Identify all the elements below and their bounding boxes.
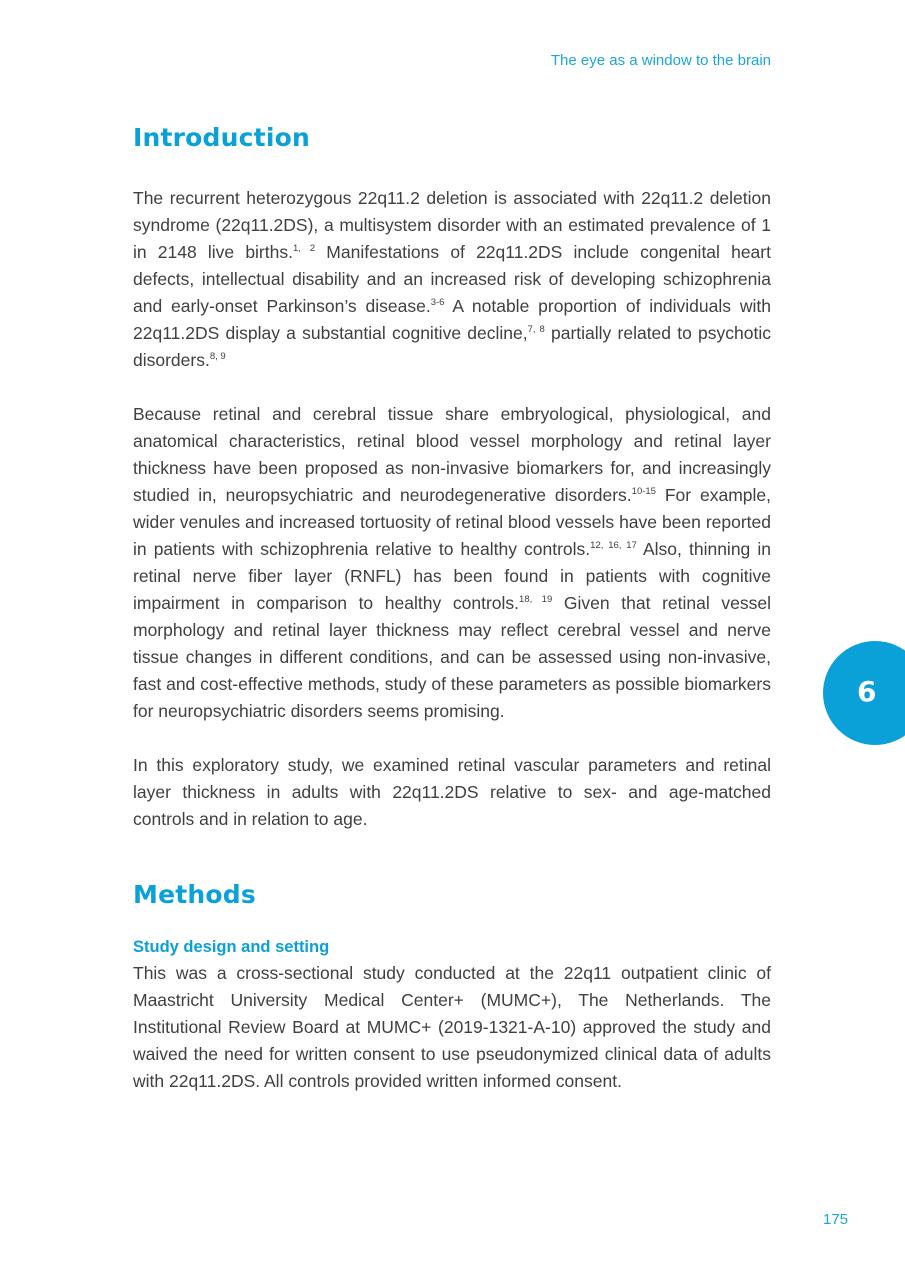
page-body — [133, 123, 771, 1095]
citation: 12, 16, 17 — [590, 540, 637, 551]
section-heading-methods: Methods — [133, 880, 256, 909]
text-run: A notable proportion of individuals with 22q11.2DS display a substantial cognitive decline, — [133, 296, 771, 343]
citation: 18, 19 — [519, 594, 553, 605]
citation: 3-6 — [430, 297, 445, 308]
text-run: For example, wider venules and increased tortuosity of retinal blood vessels have been reported in patients with schizophrenia relative to healthy controls. — [133, 485, 771, 559]
intro-paragraph-1 — [133, 185, 771, 374]
section-heading-introduction: Introduction — [133, 123, 310, 152]
running-head: The eye as a window to the brain — [550, 52, 771, 69]
text-run: Also, thinning in retinal nerve fiber layer (RNFL) has been found in patients with cognitive impairment in comparison to healthy controls. — [133, 539, 771, 613]
citation: 1, 2 — [292, 243, 316, 254]
methods-paragraph-1: This was a cross-sectional study conducted at the 22q11 outpatient clinic of Maastricht University Medical Center+ (MUMC+), The Netherlands. The Institutional Review Board at MUMC+ (2019-1321-A-10) approved the study and waived the need for written consent to use pseudonymized clinical data of adults with 22q11.2DS. All controls provided written informed consent. — [133, 963, 771, 1091]
text-run: Manifestations of 22q11.2DS include congenital heart defects, intellectual disability and an increased risk of developing schizophrenia and early-onset Parkinson’s disease. — [133, 242, 771, 316]
subsection-heading: Study design and setting — [133, 938, 330, 956]
text-run: Because retinal and cerebral tissue share embryological, physiological, and anatomical characteristics, retinal blood vessel morphology and retinal layer thickness have been proposed as non-invasive biomarkers for, and increasingly studied in, neuropsychiatric and neurodegenerative disorders. — [133, 404, 771, 505]
text-run: partially related to psychotic disorders. — [133, 323, 771, 370]
intro-paragraph-3: In this exploratory study, we examined retinal vascular parameters and retinal layer thickness in adults with 22q11.2DS relative to sex- and age-matched controls and in relation to age. — [133, 755, 771, 829]
intro-paragraph-2 — [133, 401, 771, 725]
text-run: The recurrent heterozygous 22q11.2 deletion is associated with 22q11.2 deletion syndrome (22q11.2DS), a multisystem disorder with an estimated prevalence of 1 in 2148 live births. — [133, 188, 771, 262]
chapter-tab — [823, 641, 905, 745]
citation: 8, 9 — [209, 351, 226, 362]
citation: 7, 8 — [527, 324, 545, 335]
page-number: 175 — [823, 1211, 849, 1228]
text-run: Given that retinal vessel morphology and retinal layer thickness may reflect cerebral vessel and nerve tissue changes in different conditions, and can be assessed using non-invasive, fast and cost-effective methods, study of these parameters as possible biomarkers for neuropsychiatric disorders seems promising. — [133, 593, 771, 721]
chapter-number: 6 — [857, 675, 877, 708]
citation: 10-15 — [631, 486, 656, 497]
